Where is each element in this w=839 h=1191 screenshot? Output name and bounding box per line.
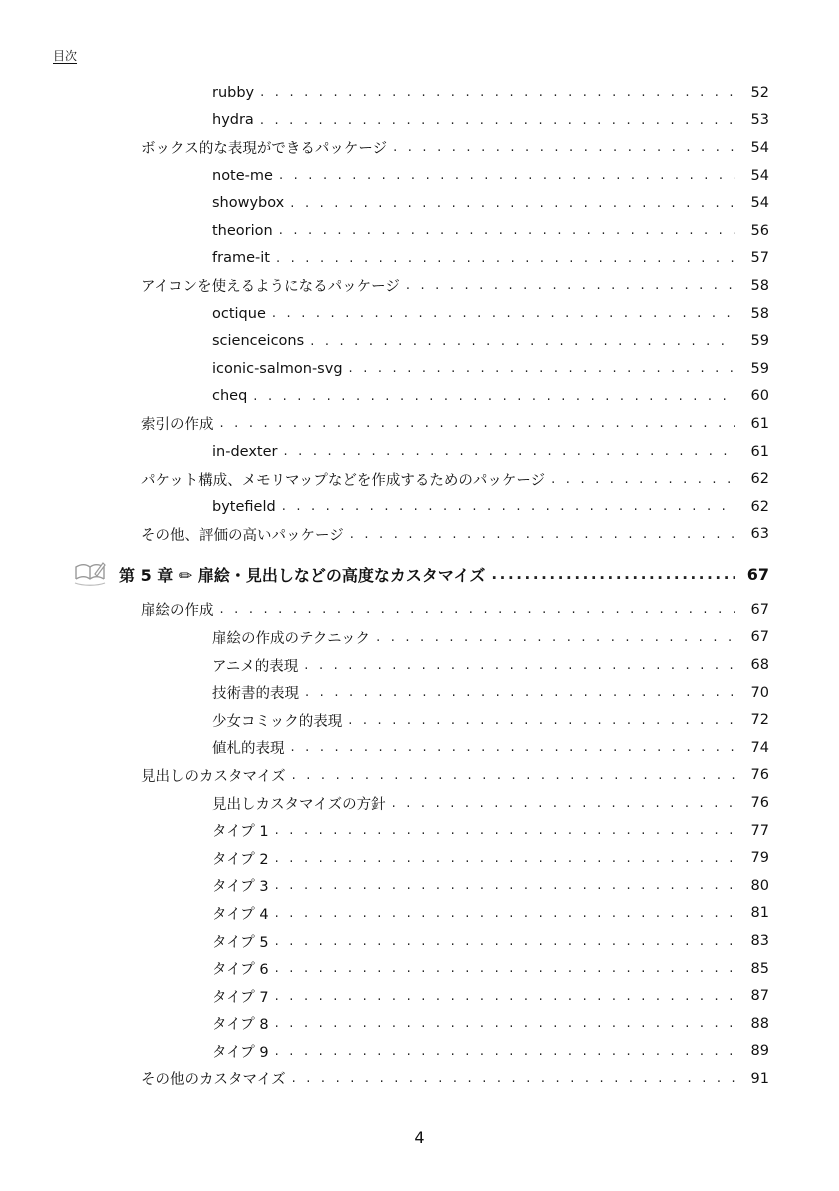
toc-subsection-entry[interactable] [0,245,839,273]
toc-entry-page: 77 [750,822,769,839]
toc-dot-leader [283,445,735,458]
toc-dot-leader [350,528,735,541]
toc-dot-leader [275,935,735,948]
toc-entry-page: 72 [750,712,769,729]
toc-dot-leader [275,852,735,865]
toc-entry-label: 見出しのカスタマイズ [141,768,286,785]
toc-entry-label: hydra [212,112,254,129]
toc-entry-page: 85 [750,960,769,977]
toc-entry-label: showybox [212,195,285,212]
toc-entry-page: 61 [750,415,769,432]
toc-entry-page: 70 [750,684,769,701]
toc-dot-leader [292,1072,735,1085]
toc-subsection-entry[interactable] [0,706,839,734]
toc-entry-page: 67 [750,629,769,646]
toc-entry-label: タイプ 6 [212,962,269,979]
toc-entry-label: bytefield [212,498,276,515]
toc-subsection-entry[interactable] [0,355,839,383]
toc-entry-label: タイプ 9 [212,1044,269,1061]
toc-entry-label: 扉絵の作成 [141,603,214,620]
toc-section-entry[interactable] [0,272,839,300]
toc-entry-page: 63 [750,526,769,543]
toc-entry-page: 81 [750,905,769,922]
toc-entry-page: 56 [750,222,769,239]
toc-dot-leader [376,631,735,644]
toc-entry-page: 54 [750,139,769,156]
toc-subsection-entry[interactable] [0,438,839,466]
toc-entry-page: 80 [750,877,769,894]
toc-section-previous-chapter [0,79,839,548]
toc-subsection-entry[interactable] [0,817,839,845]
toc-dot-leader [291,741,736,754]
toc-entry-page: 53 [750,112,769,129]
toc-dot-leader [275,962,735,975]
toc-entry-page: 91 [750,1070,769,1087]
toc-entry-page: 79 [750,850,769,867]
toc-subsection-entry[interactable] [0,624,839,652]
toc-entry-page: 59 [750,360,769,377]
toc-entry-page: 60 [750,388,769,405]
toc-entry-label: タイプ 7 [212,989,269,1006]
toc-dot-leader [260,114,735,127]
toc-entry-label: アニメ的表現 [212,658,299,675]
toc-entry-page: 57 [750,250,769,267]
toc-dot-leader [304,659,735,672]
page-number: 4 [414,1128,425,1147]
toc-dot-leader [272,307,735,320]
toc-dot-leader [253,390,735,403]
toc-subsection-entry[interactable] [0,162,839,190]
toc-entry-page: 74 [750,739,769,756]
toc-dot-leader [349,362,735,375]
toc-entry-label: タイプ 4 [212,906,269,923]
toc-entry-page: 54 [750,167,769,184]
toc-entry-page: 83 [750,933,769,950]
toc-dot-leader [310,335,735,348]
toc-subsection-entry[interactable] [0,327,839,355]
toc-entry-page: 62 [750,471,769,488]
toc-entry-label: iconic-salmon-svg [212,360,343,377]
toc-entry-page: 68 [750,657,769,674]
toc-entry-label: アイコンを使えるようになるパッケージ [141,279,400,296]
toc-entry-label: note-me [212,167,273,184]
toc-entry-label: octique [212,305,266,322]
toc-dot-leader [275,1017,735,1030]
toc-dot-leader [279,169,735,182]
toc-entry-page: 59 [750,333,769,350]
toc-section-chapter-5 [0,596,839,1093]
toc-subsection-entry[interactable] [0,679,839,707]
toc-entry-page: 62 [750,498,769,515]
toc-dot-leader [406,279,735,292]
toc-entry-label: タイプ 1 [212,824,269,841]
toc-section-entry[interactable] [0,521,839,549]
toc-entry-page: 61 [750,443,769,460]
toc-section-entry[interactable] [0,465,839,493]
toc-entry-label: タイプ 2 [212,851,269,868]
toc-subsection-entry[interactable] [0,651,839,679]
toc-subsection-entry[interactable] [0,1038,839,1066]
toc-entry-page: 87 [750,988,769,1005]
toc-entry-label: 見出しカスタマイズの方針 [212,796,386,813]
toc-entry-label: rubby [212,84,255,101]
toc-subsection-entry[interactable] [0,844,839,872]
toc-dot-leader [275,824,735,837]
toc-dot-leader [290,197,735,210]
toc-entry-page: 58 [750,277,769,294]
toc-subsection-entry[interactable] [0,79,839,107]
toc-chapter-page: 67 [746,564,769,584]
toc-subsection-entry[interactable] [0,189,839,217]
toc-dot-leader [276,252,735,265]
table-of-contents [0,79,839,1093]
toc-entry-label: ボックス的な表現ができるパッケージ [141,141,388,158]
toc-subsection-entry[interactable] [0,734,839,762]
toc-subsection-entry[interactable] [0,1010,839,1038]
toc-entry-label: その他、評価の高いパッケージ [141,527,344,544]
toc-dot-leader [393,141,735,154]
toc-subsection-entry[interactable] [0,107,839,135]
toc-entry-label: パケット構成、メモリマップなどを作成するためのパッケージ [141,472,546,489]
toc-section-entry[interactable] [0,134,839,162]
toc-subsection-entry[interactable] [0,900,839,928]
toc-entry-label: theorion [212,222,273,239]
toc-section-entry[interactable] [0,596,839,624]
toc-dot-leader [292,769,735,782]
toc-subsection-entry[interactable] [0,927,839,955]
toc-entry-page: 52 [750,84,769,101]
toc-entry-page: 76 [750,767,769,784]
toc-dot-leader [275,1045,735,1058]
toc-dot-leader [220,417,736,430]
toc-entry-label: 索引の作成 [141,417,214,434]
toc-section-entry[interactable] [0,410,839,438]
toc-dot-leader [305,686,735,699]
toc-entry-label: 技術書的表現 [212,686,299,703]
toc-subsection-entry[interactable] [0,872,839,900]
toc-subsection-entry[interactable] [0,982,839,1010]
toc-dot-leader [275,879,735,892]
toc-entry-label: その他のカスタマイズ [141,1072,286,1089]
toc-entry-label: タイプ 3 [212,879,269,896]
toc-entry-label: 値札的表現 [212,741,285,758]
toc-entry-label: 扉絵の作成のテクニック [212,630,371,647]
toc-subsection-entry[interactable] [0,217,839,245]
running-header: 目次 [53,49,78,63]
toc-dot-leader [220,603,736,616]
toc-entry-page: 88 [750,1015,769,1032]
toc-dot-leader [279,224,735,237]
toc-entry-page: 89 [750,1043,769,1060]
toc-entry-label: タイプ 8 [212,1017,269,1034]
toc-dot-leader [282,500,735,513]
toc-section-entry[interactable] [0,762,839,790]
toc-subsection-entry[interactable] [0,300,839,328]
toc-entry-page: 58 [750,305,769,322]
toc-dot-leader [491,567,735,582]
toc-subsection-entry[interactable] [0,383,839,411]
toc-entry-label: タイプ 5 [212,934,269,951]
toc-entry-label: scienceicons [212,333,305,350]
open-book-pencil-icon [73,559,107,589]
toc-dot-leader [275,907,735,920]
toc-entry-page: 54 [750,195,769,212]
toc-subsection-entry[interactable] [0,493,839,521]
toc-chapter-label: 第 5 章 ✏ 扉絵・見出しなどの高度なカスタマイズ [119,565,486,585]
toc-entry-label: frame-it [212,250,270,267]
toc-entry-label: cheq [212,388,248,405]
toc-subsection-entry[interactable] [0,955,839,983]
toc-dot-leader [348,714,735,727]
toc-dot-leader [260,86,735,99]
toc-dot-leader [392,797,735,810]
toc-dot-leader [275,990,735,1003]
toc-chapter-heading[interactable] [0,556,839,592]
toc-subsection-entry[interactable] [0,789,839,817]
toc-section-entry[interactable] [0,1065,839,1093]
toc-entry-label: in-dexter [212,443,278,460]
toc-entry-page: 67 [750,601,769,618]
toc-entry-label: 少女コミック的表現 [212,713,343,730]
toc-dot-leader [551,473,735,486]
toc-entry-page: 76 [750,795,769,812]
